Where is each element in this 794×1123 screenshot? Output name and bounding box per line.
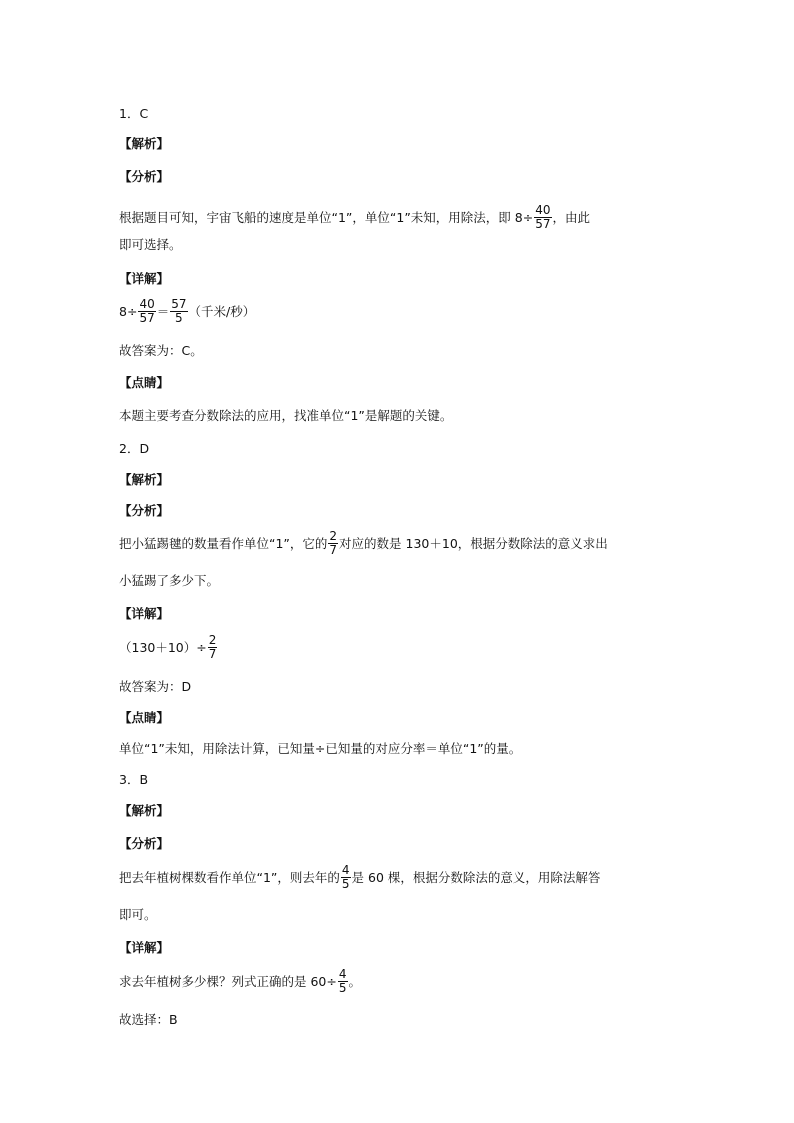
q2-analysis-line1 (119, 530, 608, 557)
q1-calc-unit: （千米/秒） (188, 303, 256, 319)
q1-calc-equals: ＝ (156, 303, 170, 319)
q1-fenxi-heading: 【分析】 (119, 169, 170, 184)
fraction-numerator: 4 (341, 863, 350, 877)
q2-calc-text-a: （130＋10）÷ (119, 639, 207, 655)
fraction-denominator: 5 (341, 877, 350, 891)
q1-dianjing-heading: 【点睛】 (119, 375, 170, 390)
q3-jiexi-heading: 【解析】 (119, 803, 170, 818)
q2-answer: 2．D (119, 441, 150, 456)
q3-analysis-fraction (341, 864, 351, 891)
q1-analysis-fraction (534, 204, 551, 231)
q2-analysis-text-a: 把小猛踢毽的数量看作单位“1”，它的 (119, 535, 328, 551)
fraction-denominator: 7 (208, 647, 217, 661)
q2-analysis-text-b: 对应的数是 130＋10，根据分数除法的意义求出 (339, 535, 608, 551)
q2-dianjing-heading: 【点睛】 (119, 710, 170, 725)
q2-comment: 单位“1”未知，用除法计算，已知量÷已知量的对应分率＝单位“1”的量。 (119, 741, 522, 756)
fraction-numerator: 40 (139, 297, 155, 311)
fraction-numerator: 2 (329, 529, 338, 543)
q1-comment: 本题主要考查分数除法的应用，找准单位“1”是解题的关键。 (119, 408, 453, 423)
q1-xiangjie-heading: 【详解】 (119, 271, 170, 286)
q1-analysis-text-a: 根据题目可知，宇宙飞船的速度是单位“1”，单位“1”未知，用除法，即 8÷ (119, 209, 534, 225)
q1-analysis-line1 (119, 204, 590, 231)
q1-conclusion: 故答案为：C。 (119, 343, 203, 358)
q3-answer: 3．B (119, 772, 149, 787)
fraction-numerator: 57 (171, 297, 187, 311)
fraction-numerator: 40 (535, 203, 551, 217)
q2-analysis-line2: 小猛踢了多少下。 (119, 573, 220, 588)
fraction-denominator: 5 (175, 311, 183, 325)
fraction-denominator: 57 (139, 311, 155, 325)
q1-jiexi-heading: 【解析】 (119, 136, 170, 151)
q3-calc-text-a: 求去年植树多少棵？列式正确的是 60÷ (119, 973, 337, 989)
q2-jiexi-heading: 【解析】 (119, 472, 170, 487)
q1-calc-text-a: 8÷ (119, 303, 138, 319)
q1-calc-fraction-1 (138, 298, 155, 325)
q3-calculation (119, 968, 361, 995)
q3-analysis-text-a: 把去年植树棵数看作单位“1”，则去年的 (119, 869, 340, 885)
q3-conclusion: 故选择：B (119, 1012, 178, 1027)
q1-answer: 1．C (119, 106, 149, 121)
q2-conclusion: 故答案为：D (119, 679, 192, 694)
q2-calc-fraction (208, 634, 218, 661)
q1-calc-fraction-2 (170, 298, 187, 325)
q1-calculation (119, 298, 255, 325)
q2-xiangjie-heading: 【详解】 (119, 606, 170, 621)
fraction-numerator: 4 (338, 967, 347, 981)
q1-analysis-text-b: ，由此 (552, 209, 591, 225)
q3-fenxi-heading: 【分析】 (119, 836, 170, 851)
q3-analysis-text-b: 是 60 棵，根据分数除法的意义，用除法解答 (351, 869, 601, 885)
q2-calculation (119, 634, 218, 661)
q3-xiangjie-heading: 【详解】 (119, 940, 170, 955)
q1-analysis-line2: 即可选择。 (119, 237, 182, 252)
fraction-numerator: 2 (208, 633, 217, 647)
q3-analysis-line2: 即可。 (119, 907, 157, 922)
fraction-denominator: 57 (535, 217, 551, 231)
q3-calc-fraction (338, 968, 348, 995)
q3-calc-text-b: 。 (348, 973, 362, 989)
q2-analysis-fraction (328, 530, 338, 557)
q3-analysis-line1 (119, 864, 600, 891)
fraction-denominator: 5 (338, 981, 347, 995)
fraction-denominator: 7 (329, 543, 338, 557)
q2-fenxi-heading: 【分析】 (119, 503, 170, 518)
